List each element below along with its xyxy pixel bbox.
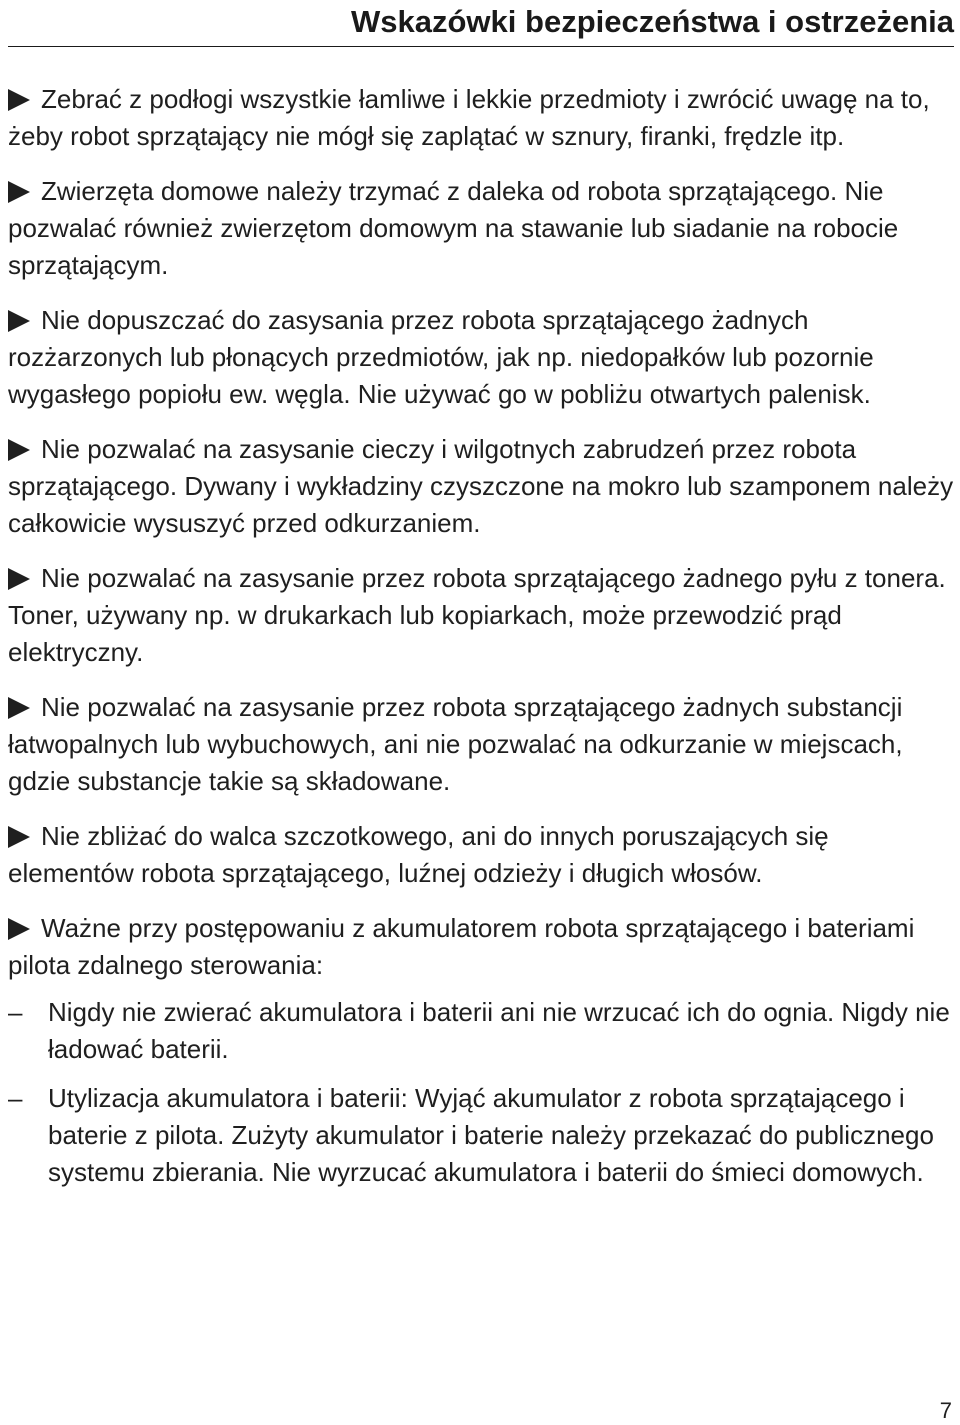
instruction-text: Nie pozwalać na zasysanie przez robota sprzątającego żadnych substancji łatwopalnych lub wybuchowych, ani nie pozwalać na odkurzanie w miejscach, gdzie substancje takie są składowane. (8, 692, 903, 796)
instruction-item (8, 173, 954, 284)
page-number: 7 (939, 1398, 952, 1423)
battery-sublist (8, 994, 954, 1191)
instruction-item (8, 689, 954, 800)
instruction-text: Nie pozwalać na zasysanie przez robota sprzątającego żadnego pyłu z tonera. Toner, używany np. w drukarkach lub kopiarkach, może przewodzić prąd elektryczny. (8, 563, 946, 667)
triangle-right-icon (8, 439, 30, 461)
sublist-item (8, 1080, 954, 1191)
sublist-item (8, 994, 954, 1068)
title-divider (8, 46, 954, 47)
triangle-right-icon (8, 568, 30, 590)
instruction-text: Nie pozwalać na zasysanie cieczy i wilgotnych zabrudzeń przez robota sprzątającego. Dywany i wykładziny czyszczone na mokro lub szamponem należy całkowicie wysuszyć przed odkurzaniem. (8, 434, 954, 538)
safety-instructions (8, 81, 954, 1203)
sublist-text: Nigdy nie zwierać akumulatora i baterii ani nie wrzucać ich do ognia. Nigdy nie ładować baterii. (48, 997, 950, 1064)
instruction-text: Zwierzęta domowe należy trzymać z daleka od robota sprzątającego. Nie pozwalać również zwierzętom domowym na stawanie lub siadanie na robocie sprzątającym. (8, 176, 899, 280)
instruction-text: Zebrać z podłogi wszystkie łamliwe i lekkie przedmioty i zwrócić uwagę na to, żeby robot sprzątający nie mógł się zaplątać w sznury, firanki, frędzle itp. (8, 84, 930, 151)
dash-marker: – (8, 997, 23, 1027)
triangle-right-icon (8, 89, 30, 111)
instruction-item (8, 81, 954, 155)
triangle-right-icon (8, 181, 30, 203)
page-title: Wskazówki bezpieczeństwa i ostrzeżenia (351, 4, 954, 39)
instruction-item (8, 302, 954, 413)
dash-marker: – (8, 1083, 23, 1113)
instruction-text: Nie zbliżać do walca szczotkowego, ani do innych poruszających się elementów robota sprzątającego, luźnej odzieży i długich włosów. (8, 821, 829, 888)
instruction-text: Nie dopuszczać do zasysania przez robota sprzątającego żadnych rozżarzonych lub płonących przedmiotów, jak np. niedopałków lub pozornie wygasłego popiołu ew. węgla. Nie używać go w pobliżu otwartych palenisk. (8, 305, 874, 409)
triangle-right-icon (8, 826, 30, 848)
instruction-item (8, 431, 954, 542)
sublist-text: Utylizacja akumulatora i baterii: Wyjąć akumulator z robota sprzątającego i baterie z pilota. Zużyty akumulator i baterie należy przekazać do publicznego systemu zbierania. Nie wyrzucać akumulatora i baterii do śmieci domowych. (48, 1083, 934, 1187)
instruction-item (8, 910, 954, 984)
triangle-right-icon (8, 918, 30, 940)
instruction-item (8, 560, 954, 671)
triangle-right-icon (8, 310, 30, 332)
instruction-text: Ważne przy postępowaniu z akumulatorem robota sprzątającego i bateriami pilota zdalnego sterowania: (8, 913, 915, 980)
instruction-item (8, 818, 954, 892)
triangle-right-icon (8, 697, 30, 719)
